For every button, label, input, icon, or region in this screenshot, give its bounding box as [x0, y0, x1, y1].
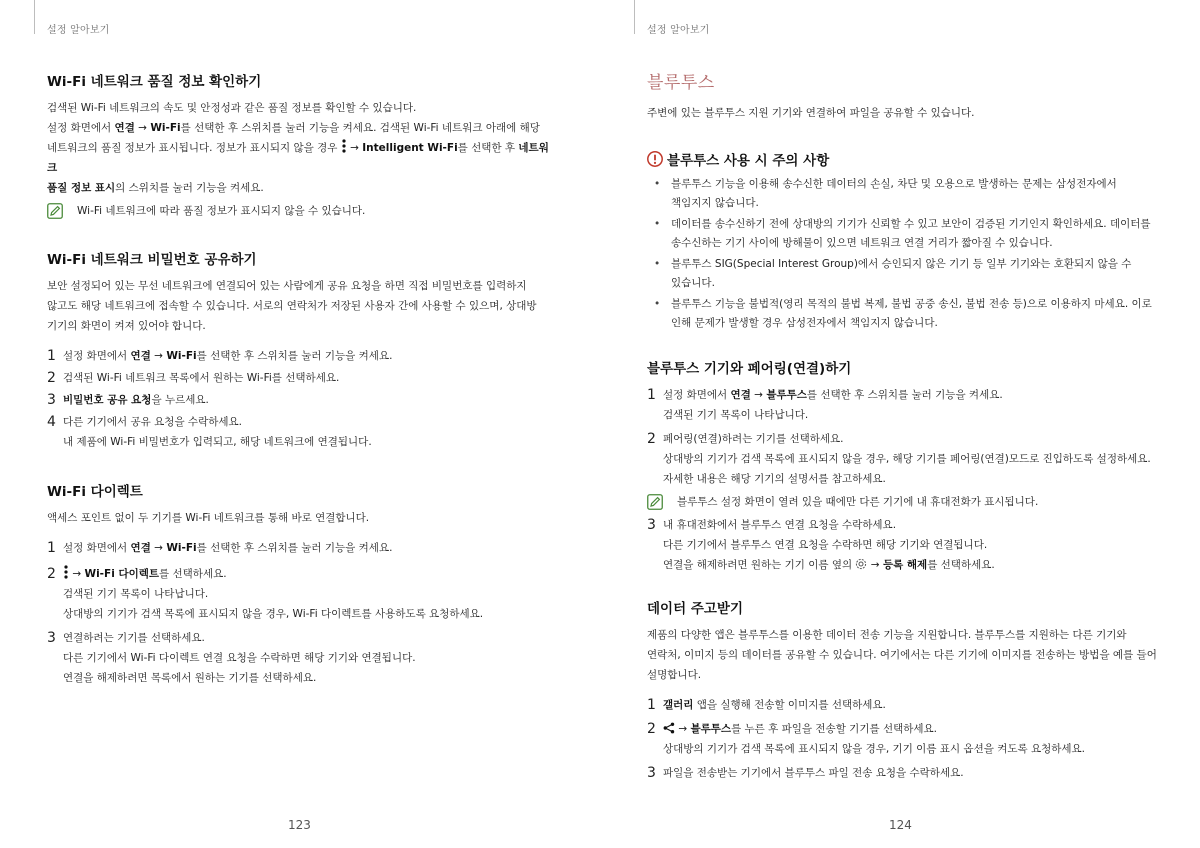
step-number: 2 — [47, 566, 56, 582]
paragraph: 설정 화면에서 연결 → Wi-Fi를 선택한 후 스위치를 눌러 기능을 켜세요. 검색된 Wi-Fi 네트워크 아래에 해당 — [47, 122, 540, 134]
step-number: 4 — [47, 414, 56, 430]
step: 2 검색된 Wi-Fi 네트워크 목록에서 원하는 Wi-Fi를 선택하세요. — [47, 370, 340, 386]
note-text: Wi-Fi 네트워크에 따라 품질 정보가 표시되지 않을 수 있습니다. — [77, 205, 366, 217]
paragraph: 검색된 Wi-Fi 네트워크의 속도 및 안정성과 같은 품질 정보를 확인할 수 있습니다. — [47, 102, 417, 114]
caution-title: 블루투스 사용 시 주의 사항 — [667, 153, 830, 169]
header-rule — [634, 0, 635, 34]
header-rule — [34, 0, 35, 34]
step: 1 설정 화면에서 연결 → Wi-Fi를 선택한 후 스위치를 눌러 기능을 켜세요. — [47, 540, 393, 556]
paragraph: 기기의 화면이 켜져 있어야 합니다. — [47, 320, 206, 332]
paragraph: 주변에 있는 블루투스 지원 기기와 연결하여 파일을 공유할 수 있습니다. — [647, 107, 975, 119]
step-number: 3 — [647, 517, 656, 533]
section-title-wifi-password-share: Wi-Fi 네트워크 비밀번호 공유하기 — [47, 252, 257, 268]
list-item: • 블루투스 기능을 불법적(영리 목적의 불법 복제, 불법 공중 송신, 불법 전송 등)으로 이용하지 마세요. 이로 인해 문제가 발생할 경우 삼성전자에서 책임지지 않습니다. — [647, 295, 1157, 333]
paragraph: 보안 설정되어 있는 무선 네트워크에 연결되어 있는 사람에게 공유 요청을 하면 직접 비밀번호를 입력하지 — [47, 280, 527, 292]
step: 1 설정 화면에서 연결 → 블루투스를 선택한 후 스위치를 눌러 기능을 켜세요. 검색된 기기 목록이 나타납니다. — [647, 387, 1003, 421]
paragraph: 네트워크의 품질 정보가 표시됩니다. 정보가 표시되지 않을 경우 → Intelligent Wi-Fi를 선택한 후 네트워크 — [47, 138, 557, 178]
step: 1 설정 화면에서 연결 → Wi-Fi를 선택한 후 스위치를 눌러 기능을 켜세요. — [47, 348, 393, 364]
step: 3 파일을 전송받는 기기에서 블루투스 파일 전송 요청을 수락하세요. — [647, 765, 964, 781]
step: 1 갤러리 앱을 실행해 전송할 이미지를 선택하세요. — [647, 697, 886, 713]
page-content — [47, 66, 557, 690]
page-header: 설정 알아보기 — [647, 25, 710, 36]
paragraph: 설명합니다. — [647, 669, 702, 681]
list-item: • 데이터를 송수신하기 전에 상대방의 기기가 신뢰할 수 있고 보안이 검증된 기기인지 확인하세요. 데이터를 송수신하는 기기 사이에 방해물이 있으면 네트워크 연결 거리가 짧아질 수 있습니다. — [647, 215, 1157, 253]
page-number: 123 — [288, 818, 311, 832]
step: 2 페어링(연결)하려는 기기를 선택하세요. 상대방의 기기가 검색 목록에 표시되지 않을 경우, 해당 기기를 페어링(연결)모드로 진입하도록 설정하세요. 자세한 내용은 해당 기기의 설명서를 참고하세요. — [647, 431, 1151, 485]
paragraph: 액세스 포인트 없이 두 기기를 Wi-Fi 네트워크를 통해 바로 연결합니다. — [47, 512, 370, 524]
step: 4 다른 기기에서 공유 요청을 수락하세요. 내 제품에 Wi-Fi 비밀번호가 입력되고, 해당 네트워크에 연결됩니다. — [47, 414, 372, 448]
step-number: 1 — [47, 348, 56, 364]
step-number: 3 — [47, 392, 56, 408]
list-item: • 블루투스 기능을 이용해 송수신한 데이터의 손실, 차단 및 오용으로 발생하는 문제는 삼성전자에서 책임지지 않습니다. — [647, 175, 1157, 213]
chapter-title-bluetooth: 블루투스 — [647, 73, 715, 93]
share-icon — [663, 722, 675, 734]
page-content — [647, 66, 1157, 785]
caution-heading — [647, 149, 1157, 169]
section-title-bluetooth-pairing: 블루투스 기기와 페어링(연결)하기 — [647, 361, 852, 377]
step-number: 1 — [47, 540, 56, 556]
caution-icon — [647, 151, 663, 167]
step-number: 3 — [47, 630, 56, 646]
step-number: 2 — [647, 721, 656, 737]
step: 3 내 휴대전화에서 블루투스 연결 요청을 수락하세요. 다른 기기에서 블루투스 연결 요청을 수락하면 해당 기기와 연결됩니다. 연결을 해제하려면 원하는 기기 이름 옆의 → 등록 해제를 선택하세요. — [647, 517, 995, 571]
note-pencil-icon — [47, 203, 63, 219]
section-title-data-transfer: 데이터 주고받기 — [647, 601, 743, 617]
step-number: 2 — [647, 431, 656, 447]
section-title-wifi-direct: Wi-Fi 다이렉트 — [47, 484, 143, 500]
step-number: 1 — [647, 387, 656, 403]
note — [647, 493, 1157, 511]
note — [47, 202, 557, 220]
step-number: 1 — [647, 697, 656, 713]
step-number: 3 — [647, 765, 656, 781]
paragraph: 제품의 다양한 앱은 블루투스를 이용한 데이터 전송 기능을 지원합니다. 블루투스를 지원하는 다른 기기와 — [647, 629, 1127, 641]
page-right — [600, 0, 1200, 848]
note-pencil-icon — [647, 494, 663, 510]
section-title-wifi-quality: Wi-Fi 네트워크 품질 정보 확인하기 — [47, 74, 262, 90]
settings-gear-icon — [855, 558, 867, 570]
step: 2 → 블루투스를 누른 후 파일을 전송할 기기를 선택하세요. 상대방의 기기가 검색 목록에 표시되지 않을 경우, 기기 이름 표시 옵션을 켜도록 요청하세요. — [647, 721, 1086, 755]
paragraph: 연락처, 이미지 등의 데이터를 공유할 수 있습니다. 여기에서는 다른 기기에 이미지를 전송하는 방법을 예를 들어 — [647, 649, 1157, 661]
paragraph: 품질 정보 표시의 스위치를 눌러 기능을 켜세요. — [47, 182, 264, 194]
paragraph: 않고도 해당 네트워크에 접속할 수 있습니다. 서로의 연락처가 저장된 사용자 간에 사용할 수 있으며, 상대방 — [47, 300, 537, 312]
step-number: 2 — [47, 370, 56, 386]
page-header: 설정 알아보기 — [47, 25, 110, 36]
step: 2 → Wi-Fi 다이렉트를 선택하세요. 검색된 기기 목록이 나타납니다. 상대방의 기기가 검색 목록에 표시되지 않을 경우, Wi-Fi 다이렉트를 사용하도록 요청하세요. — [47, 566, 484, 620]
caution-list — [647, 175, 1157, 333]
step: 3 비밀번호 공유 요청을 누르세요. — [47, 392, 209, 408]
step: 3 연결하려는 기기를 선택하세요. 다른 기기에서 Wi-Fi 다이렉트 연결 요청을 수락하면 해당 기기와 연결됩니다. 연결을 해제하려면 목록에서 원하는 기기를 선택하세요. — [47, 630, 416, 684]
note-text: 블루투스 설정 화면이 열려 있을 때에만 다른 기기에 내 휴대전화가 표시됩니다. — [677, 496, 1039, 508]
page-number: 124 — [889, 818, 912, 832]
list-item: • 블루투스 SIG(Special Interest Group)에서 승인되지 않은 기기 등 일부 기기와는 호환되지 않을 수 있습니다. — [647, 255, 1157, 293]
